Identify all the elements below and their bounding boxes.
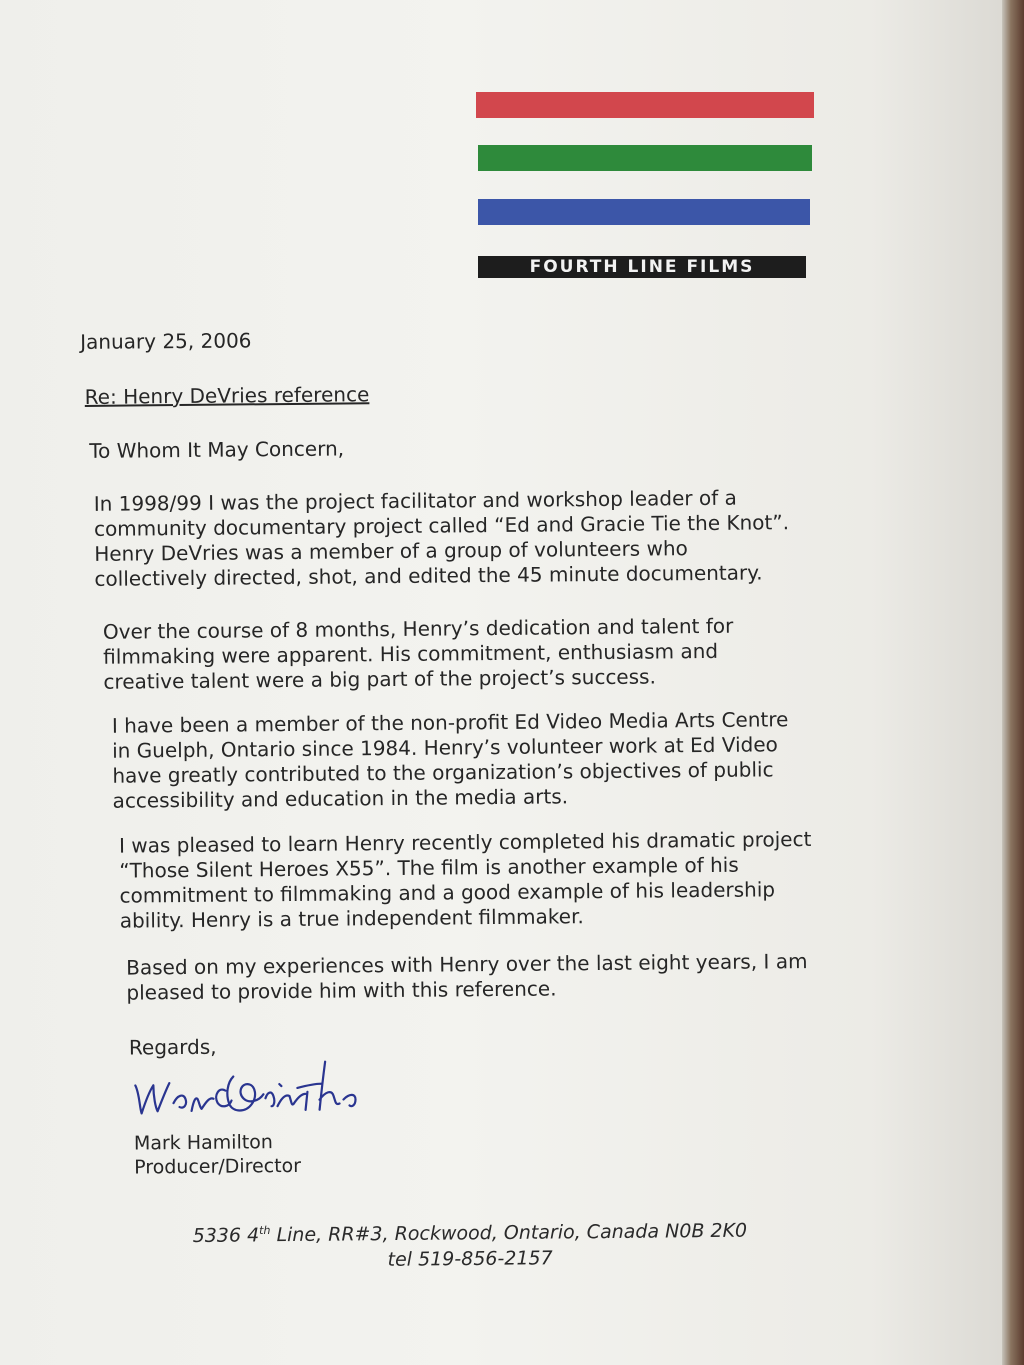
letter-body bbox=[78, 313, 818, 1179]
footer-address bbox=[170, 1213, 770, 1249]
paragraph-dramatic-project: I was pleased to learn Henry recently completed his dramatic project “Those Silent Heroes X55”. The film is another example of his commitment to filmmaking and a good example of his leadership ability. Henry is a true independent filmmaker. bbox=[118, 826, 812, 933]
signer-name: Mark Hamilton bbox=[133, 1131, 274, 1155]
address-ordinal: th bbox=[259, 1223, 271, 1238]
paragraph-dedication: Over the course of 8 months, Henry’s dedication and talent for filmmaking were apparent. His commitment, enthusiasm and creative talent were a big part of the project’s success. bbox=[102, 613, 734, 694]
paragraph-ed-video: I have been a member of the non-profit Ed Video Media Arts Centre in Guelph, Ontario since 1984. Henry’s volunteer work at Ed Video have greatly contributed to the organization’s objectives of public accessibility and education in the media arts. bbox=[111, 707, 789, 813]
table-edge bbox=[1002, 0, 1024, 1365]
logo-green-bar bbox=[478, 145, 812, 171]
letter-salutation: To Whom It May Concern, bbox=[89, 436, 345, 463]
company-wordmark: FOURTH LINE FILMS bbox=[478, 256, 806, 278]
letter-footer bbox=[170, 1213, 771, 1275]
handwritten-signature bbox=[129, 1053, 390, 1125]
letter-date: January 25, 2006 bbox=[80, 328, 252, 354]
letter-closing: Regards, bbox=[128, 1034, 217, 1060]
address-number: 5336 4 bbox=[192, 1224, 260, 1247]
address-rest: Line, RR#3, Rockwood, Ontario, Canada N0B 2K0 bbox=[270, 1219, 748, 1247]
paragraph-project: In 1998/99 I was the project facilitator and workshop leader of a community documentary project called “Ed and Gracie Tie the Knot”. Henry DeVries was a member of a group of volunteers who collectively directed, shot, and edited the 45 minute documentary. bbox=[93, 485, 790, 591]
signer-title: Producer/Director bbox=[134, 1154, 302, 1179]
fourth-line-films-logo bbox=[476, 92, 816, 282]
letter-subject: Re: Henry DeVries reference bbox=[84, 382, 370, 409]
logo-blue-bar bbox=[478, 199, 810, 225]
footer-phone: tel 519-856-2157 bbox=[387, 1247, 553, 1272]
paragraph-reference: Based on my experiences with Henry over the last eight years, I am pleased to provide him with this reference. bbox=[126, 949, 808, 1005]
logo-red-bar bbox=[476, 92, 814, 118]
